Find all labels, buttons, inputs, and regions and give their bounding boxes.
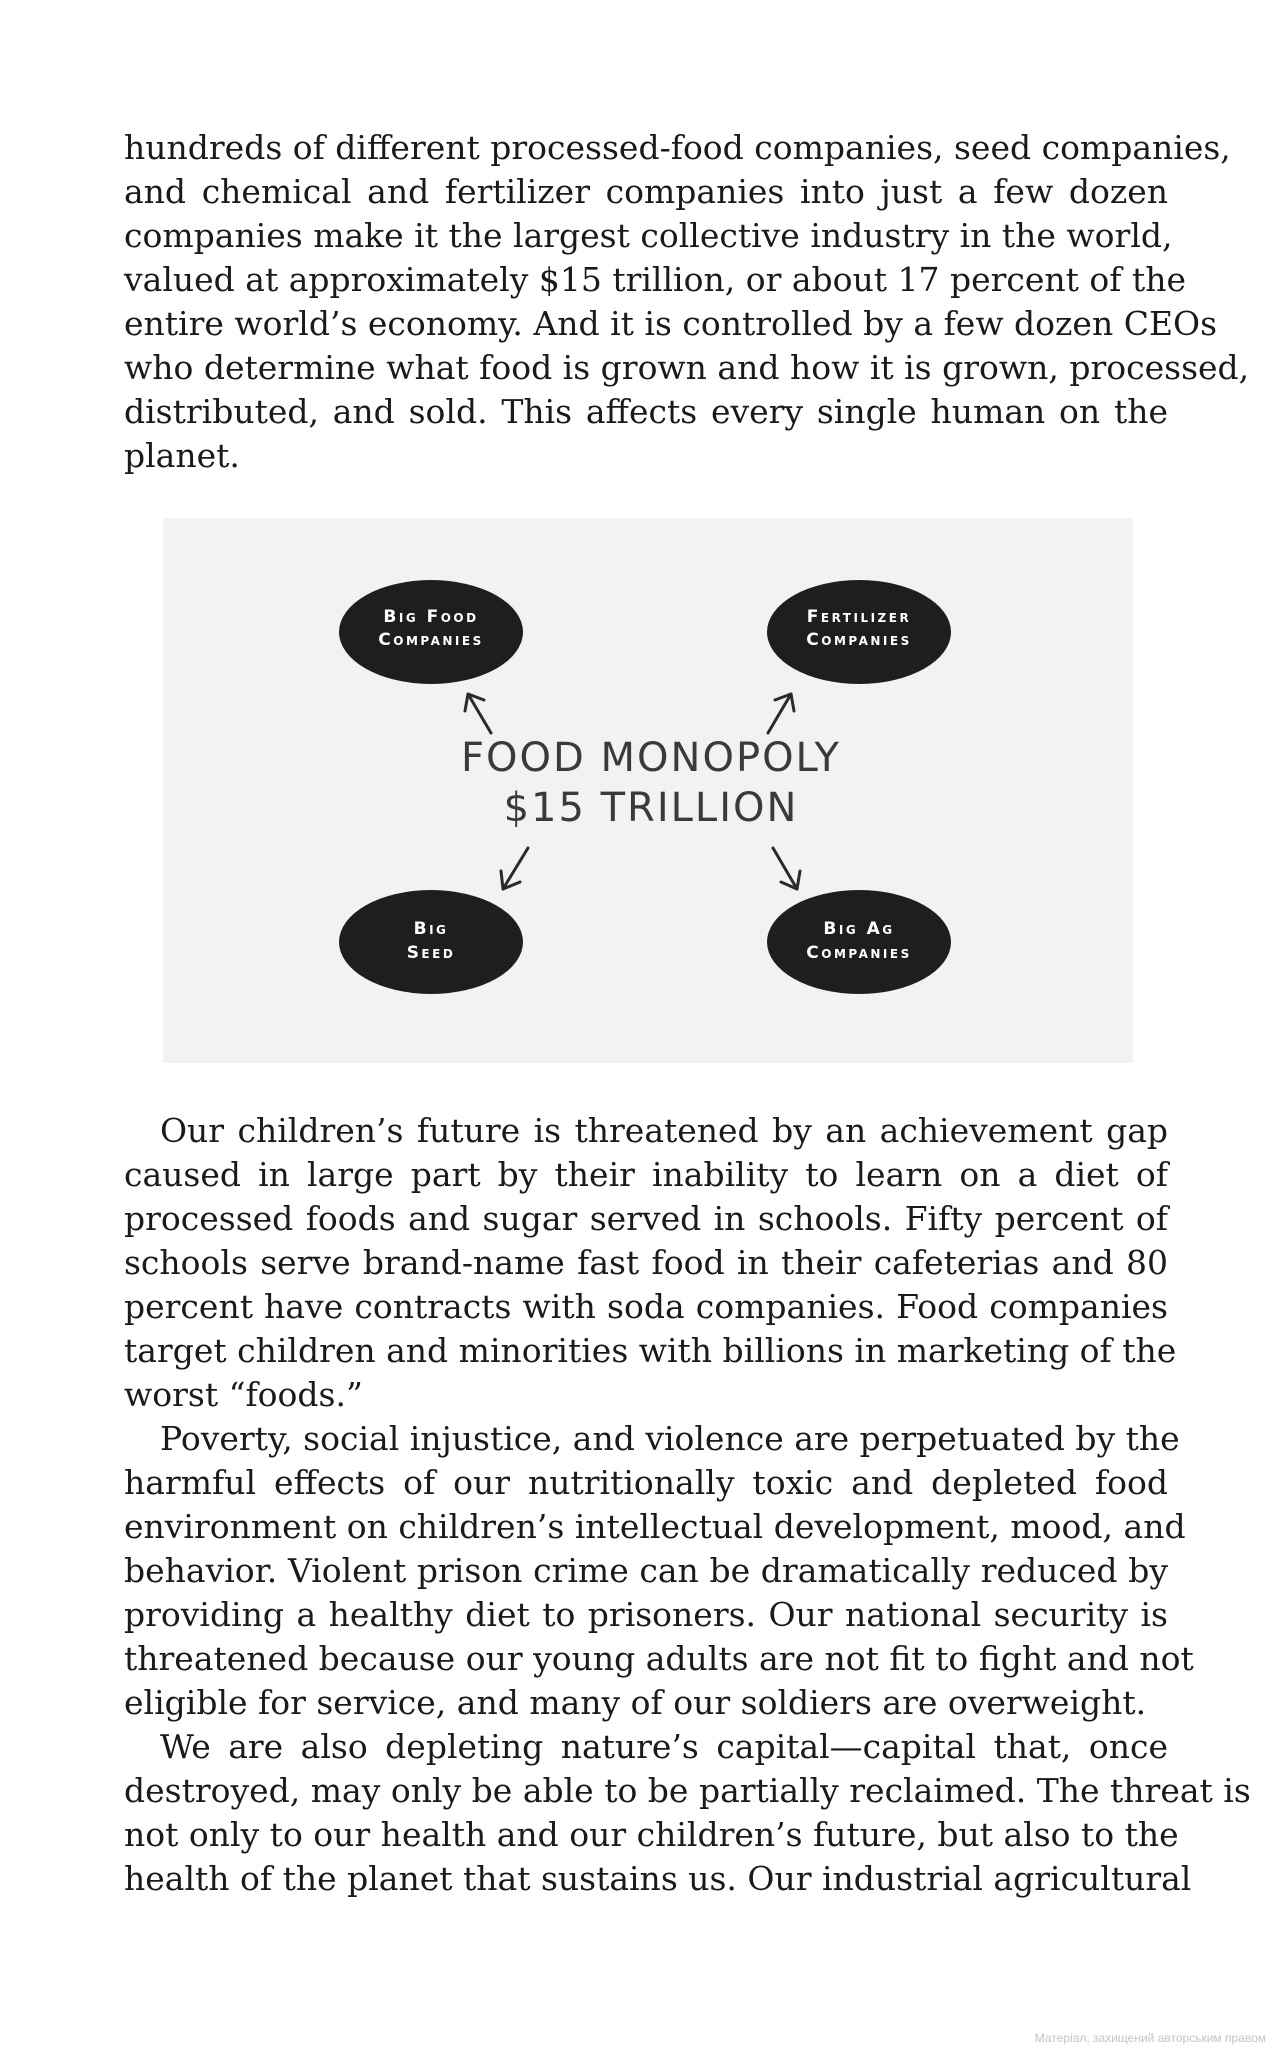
text-line: and chemical and fertilizer companies into just a few dozen: [124, 172, 1168, 211]
fertilizer-label: Companies: [806, 630, 912, 650]
diagram-title: FOOD MONOPOLY: [461, 735, 841, 781]
text-line: target children and minorities with billions in marketing of the: [124, 1331, 1177, 1370]
text-line: Our children’s future is threatened by an achievement gap: [160, 1111, 1168, 1150]
text-line: We are also depleting nature’s capital—capital that, once: [160, 1727, 1168, 1766]
big-ag-label: Companies: [806, 943, 912, 963]
text-line: behavior. Violent prison crime can be dramatically reduced by: [124, 1551, 1168, 1590]
text-line: environment on children’s intellectual development, mood, and: [124, 1507, 1186, 1546]
arrow-to-big-food: [465, 694, 491, 733]
arrow-to-fertilizer: [768, 694, 794, 733]
big-ag-label: Big Ag: [823, 919, 895, 939]
big-seed-node: [339, 890, 523, 994]
text-line: threatened because our young adults are not fit to fight and not: [124, 1639, 1194, 1678]
text-line: health of the planet that sustains us. Our industrial agricultural: [124, 1859, 1192, 1898]
text-line: who determine what food is grown and how it is grown, processed,: [124, 348, 1250, 387]
text-line: hundreds of different processed-food companies, seed companies,: [124, 128, 1231, 167]
text-line: processed foods and sugar served in schools. Fifty percent of: [124, 1199, 1168, 1238]
diagram-value: $15 TRILLION: [503, 785, 799, 831]
text-line: eligible for service, and many of our soldiers are overweight.: [124, 1683, 1147, 1722]
copyright-watermark: Матеріал, захищений авторським правом: [1034, 2031, 1266, 2045]
text-line: providing a healthy diet to prisoners. Our national security is: [124, 1595, 1168, 1634]
children-paragraph: [124, 1109, 1177, 1417]
big-ag-node: [767, 890, 951, 994]
text-line: planet.: [124, 436, 240, 475]
text-line: valued at approximately $15 trillion, or about 17 percent of the: [124, 260, 1187, 299]
text-line: not only to our health and our children’s future, but also to the: [124, 1815, 1179, 1854]
poverty-paragraph: [124, 1417, 1194, 1725]
big-seed-label: Seed: [406, 943, 456, 963]
arrow-to-big-ag: [773, 848, 800, 889]
text-line: harmful effects of our nutritionally toxic and depleted food: [124, 1463, 1168, 1502]
big-food-label: Companies: [378, 630, 484, 650]
fertilizer-label: Fertilizer: [806, 607, 912, 627]
text-line: Poverty, social injustice, and violence are perpetuated by the: [160, 1419, 1180, 1458]
text-line: destroyed, may only be able to be partially reclaimed. The threat is: [124, 1771, 1251, 1810]
food-monopoly-diagram: [163, 518, 1133, 1063]
body-text: [124, 1109, 1251, 1901]
text-line: distributed, and sold. This affects every single human on the: [124, 392, 1168, 431]
diagram-canvas: [163, 518, 1133, 1063]
big-seed-label: Big: [413, 919, 449, 939]
text-line: worst “foods.”: [124, 1375, 363, 1414]
text-line: schools serve brand-name fast food in their cafeterias and 80: [124, 1243, 1168, 1282]
big-food-label: Big Food: [383, 607, 479, 627]
text-line: percent have contracts with soda companies. Food companies: [124, 1287, 1168, 1326]
nature-paragraph: [124, 1725, 1251, 1901]
text-line: caused in large part by their inability to learn on a diet of: [124, 1155, 1168, 1194]
text-line: entire world’s economy. And it is controlled by a few dozen CEOs: [124, 304, 1218, 343]
arrow-to-big-seed: [501, 848, 528, 889]
text-line: companies make it the largest collective industry in the world,: [124, 216, 1173, 255]
intro-paragraph: [124, 126, 1250, 478]
